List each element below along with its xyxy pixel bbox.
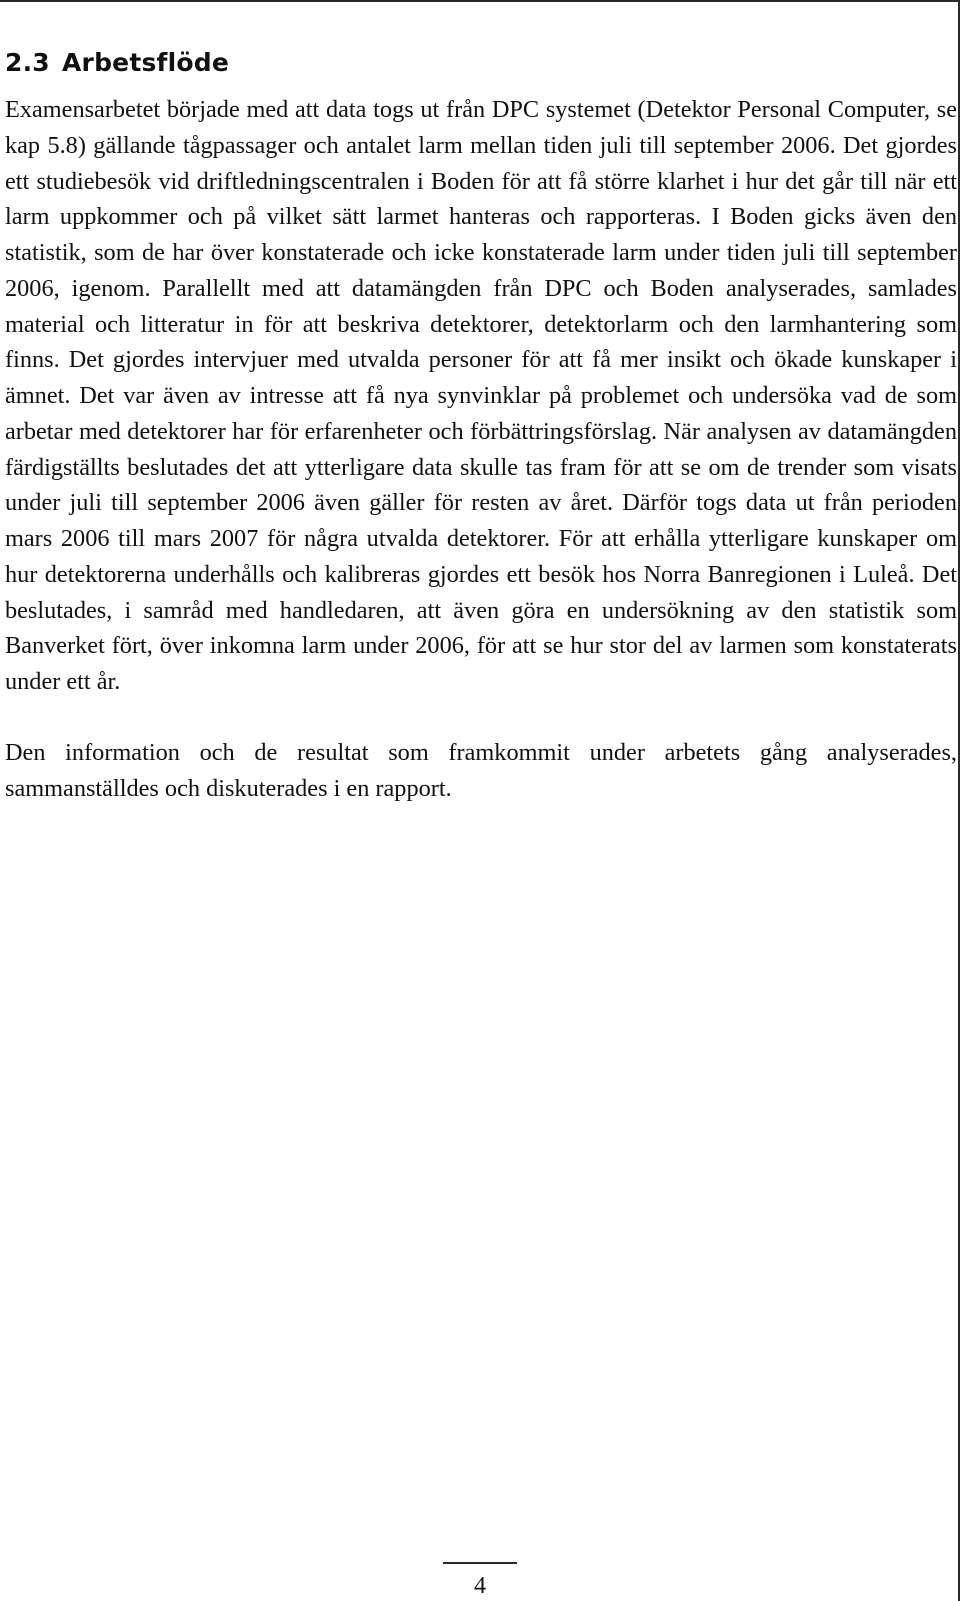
document-page [5,46,957,806]
top-border-rule [0,0,960,2]
body-paragraph-2: Den information och de resultat som framkommit under arbetets gång analyserades, sammanställdes och diskuterades i en rapport. [5,738,957,802]
page-number: 4 [474,1573,486,1599]
page-number-rule [443,1562,517,1564]
section-title: Arbetsflöde [62,48,230,77]
body-paragraph-1: Examensarbetet började med att data togs ut från DPC systemet (Detektor Personal Computer, se kap 5.8) gällande tågpassager och antalet larm mellan tiden juli till september 2006. Det gjordes ett studiebesök vid driftledningscentralen i Boden för att få större klarhet i hur det går till när ett larm uppkommer och på vilket sätt larmet hanteras och rapporteras. I Boden gicks även den statistik, som de har över konstaterade och icke konstaterade larm under tiden juli till september 2006, igenom. Parallellt med att datamängden från DPC och Boden analyserades, samlades material och litteratur in för att beskriva detektorer, detektorlarm och den larmhantering som finns. Det gjordes intervjuer med utvalda personer för att få mer insikt och ökade kunskaper i ämnet. Det var även av intresse att få nya synvinklar på problemet och undersöka vad de som arbetar med detektorer har för erfarenheter och förbättringsförslag. När analysen av datamängden färdigställts beslutades det att ytterligare data skulle tas fram för att se om de trender som visats under juli till september 2006 även gäller för resten av året. Därför togs data ut från perioden mars 2006 till mars 2007 för några utvalda detektorer. För att erhålla ytterligare kunskaper om hur detektorerna underhålls och kalibreras gjordes ett besök hos Norra Banregionen i Luleå. Det beslutades, i samråd med handledaren, att även göra en undersökning av den statistik som Banverket fört, över inkomna larm under 2006, för att se hur stor del av larmen som konstaterats under ett år. [5,96,957,695]
section-heading [5,46,957,80]
section-number: 2.3 [5,48,50,77]
